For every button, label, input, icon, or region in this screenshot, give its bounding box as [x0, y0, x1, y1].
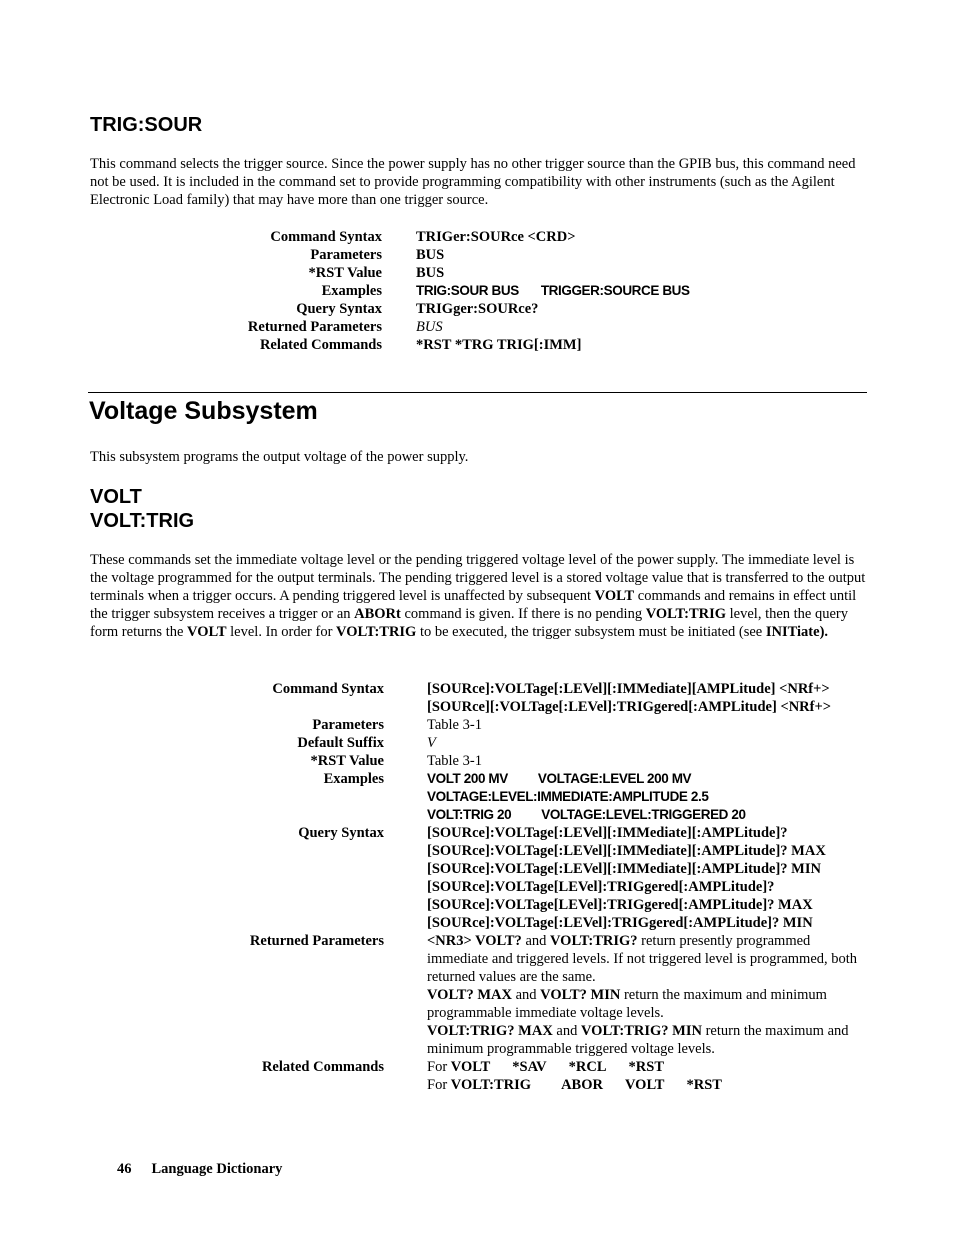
trig-sour-heading: TRIG:SOUR [90, 114, 203, 136]
returned-text: and [552, 1023, 581, 1039]
rst-value: BUS [416, 265, 445, 281]
description-text: command is given. If there is no pending [400, 606, 646, 622]
page-number: 46 [117, 1161, 132, 1177]
query-line: [SOURce]:VOLTage[LEVel]:TRIGgered[:AMPLitude]? MAX [427, 897, 813, 913]
footer-section: Language Dictionary [151, 1161, 283, 1177]
syntax-row-query [236, 300, 690, 318]
command-syntax-value [384, 680, 867, 716]
syntax-row-query [236, 824, 867, 932]
returned-text: and [511, 987, 541, 1003]
syntax-row-parameters [236, 246, 690, 264]
returned-paragraph [427, 1022, 867, 1058]
related-prefix: For [427, 1077, 451, 1093]
returned-keyword: VOLT? MIN [540, 987, 621, 1003]
syntax-row-examples [236, 282, 690, 300]
syntax-row-examples [236, 770, 867, 824]
returned-keyword: VOLT? MAX [427, 987, 512, 1003]
related-line [427, 1076, 867, 1094]
parameters-value: BUS [416, 247, 445, 263]
syntax-label: Command Syntax [272, 681, 384, 697]
description-text: level, then the query form returns the [90, 606, 849, 640]
related-command: VOLT:TRIG [450, 1077, 532, 1093]
returned-text: return the maximum and minimum programmable immediate voltage levels. [427, 987, 827, 1021]
example-code: VOLTAGE:LEVEL:TRIGGERED 20 [541, 807, 746, 822]
description-text: level. In order for [226, 624, 337, 640]
voltage-subsystem-heading: Voltage Subsystem [89, 397, 318, 425]
description-text: These commands set the immediate voltage level or the pending triggered voltage level of the power supply. The immediate level is the voltage programmed for the output terminals. The pending triggered level is a stored voltage value that is transferred to the output terminals when a trigger occurs. A pending triggered level is unaffected by subsequent [90, 552, 866, 604]
syntax-row-related [236, 336, 690, 354]
returned-parameters-value: BUS [416, 319, 443, 335]
description-keyword: INITiate). [765, 624, 829, 640]
syntax-label: Examples [323, 771, 384, 787]
volt-syntax-table [236, 680, 867, 1094]
page-footer [117, 1161, 282, 1178]
query-line: [SOURce]:VOLTage[:LEVel][:IMMediate][:AMPLitude]? MIN [427, 861, 821, 877]
related-line [427, 1058, 867, 1076]
example-code: TRIGGER:SOURCE BUS [540, 283, 690, 298]
description-keyword: ABORt [354, 606, 401, 622]
syntax-label: Parameters [312, 717, 384, 733]
returned-keyword: VOLT:TRIG? [550, 933, 638, 949]
example-code: VOLT:TRIG 20 [427, 807, 512, 822]
description-keyword: VOLT [187, 624, 227, 640]
query-line: [SOURce]:VOLTage[:LEVel]:TRIGgered[:AMPLitude]? MIN [427, 915, 813, 931]
syntax-label: Returned Parameters [247, 319, 382, 335]
syntax-row-rst [236, 752, 867, 770]
examples-value [384, 770, 867, 824]
syntax-line: [SOURce][:VOLTage[:LEVel]:TRIGgered[:AMPLitude] <NRf+> [427, 699, 832, 715]
related-command: VOLT [450, 1059, 491, 1075]
rst-value: Table 3-1 [427, 753, 482, 769]
returned-text: return the maximum and minimum programmable triggered voltage levels. [427, 1023, 849, 1057]
section-divider [88, 392, 867, 393]
returned-paragraph [427, 986, 867, 1022]
example-line [427, 770, 867, 788]
syntax-label: *RST Value [308, 265, 382, 281]
volt-trig-heading: VOLT:TRIG [90, 510, 195, 532]
example-line [427, 806, 867, 824]
syntax-row-parameters [236, 716, 867, 734]
returned-keyword: VOLT:TRIG? MAX [427, 1023, 553, 1039]
syntax-label: Command Syntax [270, 229, 382, 245]
description-keyword: VOLT:TRIG [645, 606, 727, 622]
syntax-row-rst [236, 264, 690, 282]
syntax-label: Related Commands [259, 337, 382, 353]
syntax-label: Examples [321, 283, 382, 299]
syntax-label: Returned Parameters [249, 933, 384, 949]
default-suffix-value: V [427, 735, 436, 751]
syntax-row-default-suffix [236, 734, 867, 752]
description-keyword: VOLT [594, 588, 635, 604]
related-command: *RCL [568, 1059, 607, 1075]
query-line: [SOURce]:VOLTage[:LEVel][:IMMediate][:AMPLitude]? MAX [427, 843, 826, 859]
related-commands-value: *RST *TRG TRIG[:IMM] [416, 337, 582, 353]
examples-value [382, 282, 690, 300]
syntax-label: Related Commands [261, 1059, 384, 1075]
related-command: *RST [628, 1059, 664, 1075]
example-code: VOLT 200 MV [427, 771, 508, 786]
volt-description [90, 551, 868, 641]
query-line: [SOURce]:VOLTage[LEVel]:TRIGgered[:AMPLitude]? [427, 879, 775, 895]
related-commands-value [384, 1058, 867, 1094]
syntax-row-returned [236, 318, 690, 336]
syntax-row-command [236, 680, 867, 716]
syntax-row-related [236, 1058, 867, 1094]
syntax-label: Default Suffix [297, 735, 384, 751]
returned-text: and [521, 933, 550, 949]
command-syntax-value: TRIGer:SOURce <CRD> [416, 229, 576, 245]
returned-text: return presently programmed immediate and triggered levels. If not triggered level is programmed, both returned values are the same. [427, 933, 858, 985]
trig-sour-syntax-table [236, 228, 690, 354]
syntax-row-command [236, 228, 690, 246]
trig-sour-description: This command selects the trigger source. Since the power supply has no other trigger source than the GPIB bus, this command need not be used. It is included in the command set to provide programming compatibility with other instruments (such as the Agilent Electronic Load family) that may have more than one trigger source. [90, 156, 856, 208]
syntax-row-returned [236, 932, 867, 1058]
example-code: TRIG:SOUR BUS [416, 283, 519, 298]
query-syntax-value: TRIGger:SOURce? [416, 301, 539, 317]
returned-keyword: <NR3> VOLT? [427, 933, 522, 949]
description-text: to be executed, the trigger subsystem must be initiated (see [416, 624, 766, 640]
query-syntax-value [384, 824, 867, 932]
description-text: commands and remains in effect until the trigger subsystem receives a trigger or an [90, 588, 857, 622]
syntax-label: Query Syntax [298, 825, 384, 841]
parameters-value: Table 3-1 [427, 717, 482, 733]
description-keyword: VOLT:TRIG [336, 624, 417, 640]
returned-keyword: VOLT:TRIG? MIN [580, 1023, 702, 1039]
related-command: VOLT [624, 1077, 665, 1093]
returned-paragraph [427, 932, 867, 986]
example-code: VOLTAGE:LEVEL:IMMEDIATE:AMPLITUDE 2.5 [427, 789, 709, 804]
syntax-label: Query Syntax [296, 301, 382, 317]
syntax-label: *RST Value [310, 753, 384, 769]
example-code: VOLTAGE:LEVEL 200 MV [537, 771, 692, 786]
syntax-line: [SOURce]:VOLTage[:LEVel][:IMMediate][AMPLitude] <NRf+> [427, 681, 830, 697]
returned-parameters-value [384, 932, 867, 1058]
example-line [427, 788, 867, 806]
volt-heading: VOLT [90, 486, 142, 508]
related-command: *RST [686, 1077, 722, 1093]
related-command: ABOR [561, 1077, 603, 1093]
voltage-subsystem-description: This subsystem programs the output voltage of the power supply. [90, 449, 469, 465]
related-command: *SAV [512, 1059, 547, 1075]
syntax-label: Parameters [310, 247, 382, 263]
related-prefix: For [427, 1059, 451, 1075]
query-line: [SOURce]:VOLTage[:LEVel][:IMMediate][:AMPLitude]? [427, 825, 788, 841]
